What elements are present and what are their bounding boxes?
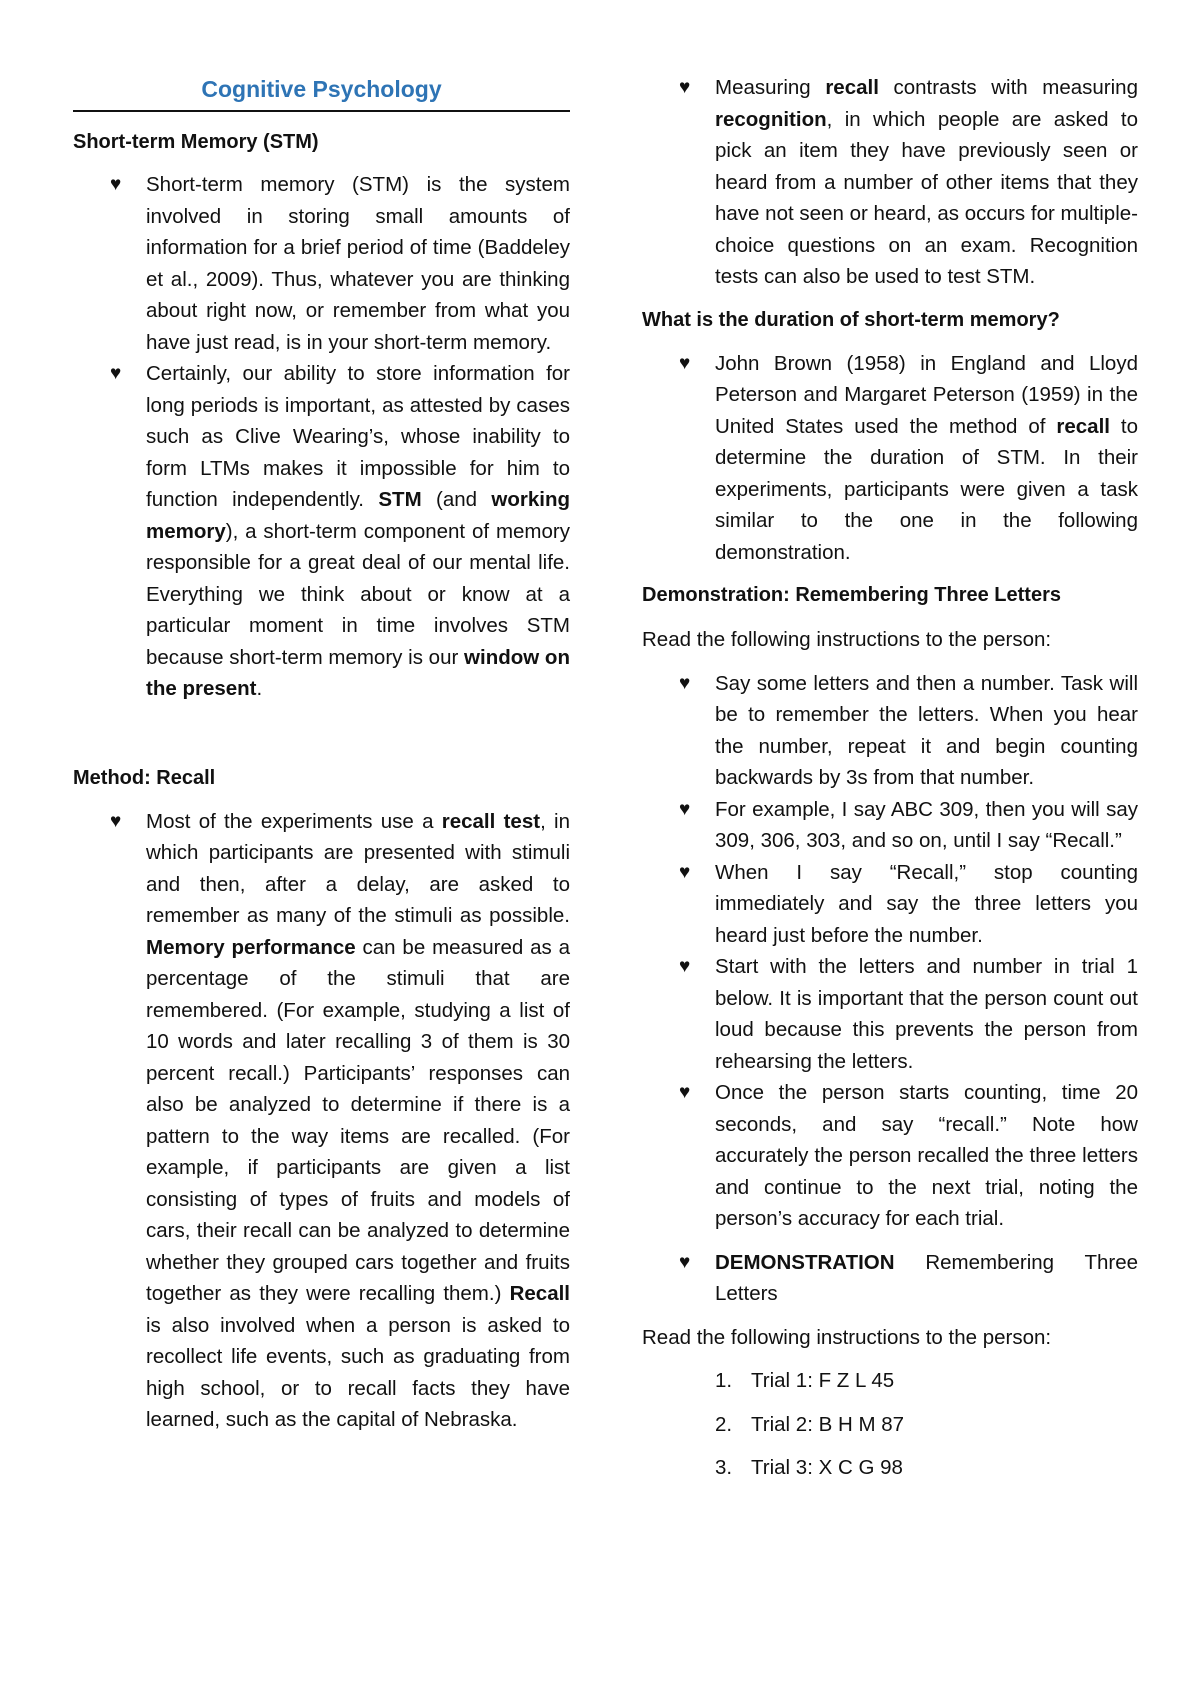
heart-bullet-icon: ♥ xyxy=(679,861,691,883)
demo-step: ♥ Start with the letters and number in trial 1 below. It is important that the person count out loud because this prevents the person from rehearsing the letters. xyxy=(642,951,1138,1077)
method-heading: Method: Recall xyxy=(73,766,216,789)
trial-text: Trial 2: B H M 87 xyxy=(751,1412,905,1436)
duration-list xyxy=(642,348,1138,569)
duration-bullet: ♥ John Brown (1958) in England and Lloyd Peterson and Margaret Peterson (1959) in the United States used the method of recall to determine the duration of STM. In their experiments, participants were given a task similar to the one in the following demonstration. xyxy=(642,348,1138,569)
demo-step: ♥ For example, I say ABC 309, then you will say 309, 306, 303, and so on, until I say “Recall.” xyxy=(642,794,1138,857)
instructions-text: Read the following instructions to the person: xyxy=(642,628,1052,651)
trial-text: Trial 1: F Z L 45 xyxy=(751,1369,895,1392)
right-column xyxy=(642,72,1138,1484)
heart-bullet-icon: ♥ xyxy=(679,77,691,98)
demo-heading: Demonstration: Remembering Three Letters xyxy=(642,584,1061,606)
heart-bullet-icon: ♥ xyxy=(679,352,691,374)
measure-list xyxy=(642,72,1138,293)
trial-number: 1. xyxy=(715,1369,733,1392)
method-list xyxy=(73,806,570,1436)
method-bullet: ♥ Most of the experiments use a recall test, in which participants are presented with stimuli and then, after a delay, are asked to remember as many of the stimuli as possible. Memory performance can be measured as a percentage of the stimuli that are remembered. (For example, studying a list of 10 words and later recalling 3 of them is 30 percent recall.) Participants’ responses can also be analyzed to determine if there is a pattern to the way items are recalled. (For example, if participants are given a list consisting of types of fruits and models of cars, their recall can be analyzed to determine whether they grouped cars together and fruits together as they were recalling them.) Recall is also involved when a person is asked to recollect life events, such as graduating from high school, or to recall facts they have learned, such as the capital of Nebraska. xyxy=(73,806,570,1436)
demo-step: ♥ When I say “Recall,” stop counting immediately and say the three letters you heard just before the number. xyxy=(642,857,1138,952)
demo-steps-list xyxy=(642,668,1138,1235)
stm-heading: Short-term Memory (STM) xyxy=(73,131,319,153)
demo2-list xyxy=(642,1247,1138,1310)
heart-bullet-icon: ♥ xyxy=(110,363,122,384)
duration-heading: What is the duration of short-term memory? xyxy=(642,308,1060,331)
trials-list xyxy=(642,1365,1138,1484)
page-title: Cognitive Psychology xyxy=(73,72,570,112)
trial-item xyxy=(642,1409,1138,1441)
stm-bullet-1: ♥ Short-term memory (STM) is the system involved in storing small amounts of information for a brief period of time (Baddeley et al., 2009). Thus, whatever you are thinking about right now, or remember from what you have just read, is in your short-term memory. xyxy=(73,169,570,358)
stm-list xyxy=(73,169,570,705)
heart-bullet-icon: ♥ xyxy=(679,798,691,820)
heart-bullet-icon: ♥ xyxy=(110,810,122,832)
trial-item xyxy=(642,1365,1138,1397)
trial-text: Trial 3: X C G 98 xyxy=(751,1456,903,1479)
trial-item xyxy=(642,1452,1138,1484)
heart-bullet-icon: ♥ xyxy=(679,956,691,977)
heart-bullet-icon: ♥ xyxy=(679,1082,691,1103)
trial-number: 2. xyxy=(715,1412,733,1436)
measure-bullet: ♥ Measuring recall contrasts with measuring recognition, in which people are asked to pick an item they have previously seen or heard from a number of other items that they have not seen or heard, as occurs for multiple-choice questions on an exam. Recognition tests can also be used to test STM. xyxy=(642,72,1138,293)
trial-number: 3. xyxy=(715,1456,733,1479)
stm-bullet-2: ♥ Certainly, our ability to store information for long periods is important, as attested by cases such as Clive Wearing’s, whose inability to form LTMs makes it impossible for him to function independently. STM (and working memory), a short-term component of memory responsible for a great deal of our mental life. Everything we think about or know at a particular moment in time involves STM because short-term memory is our window on the present. xyxy=(73,358,570,705)
heart-bullet-icon: ♥ xyxy=(110,174,122,195)
instructions-text-2: Read the following instructions to the person: xyxy=(642,1325,1052,1349)
demo-step: ♥ Once the person starts counting, time 20 seconds, and say “recall.” Note how accurately the person recalled the three letters and continue to the next trial, noting the person’s accuracy for each trial. xyxy=(642,1077,1138,1235)
left-column xyxy=(73,72,570,1436)
heart-bullet-icon: ♥ xyxy=(679,1251,691,1273)
heart-bullet-icon: ♥ xyxy=(679,672,691,694)
demo2-bullet: ♥ DEMONSTRATION Remembering Three Letters xyxy=(642,1247,1138,1310)
demo-step: ♥ Say some letters and then a number. Task will be to remember the letters. When you hear the number, repeat it and begin counting backwards by 3s from that number. xyxy=(642,668,1138,794)
